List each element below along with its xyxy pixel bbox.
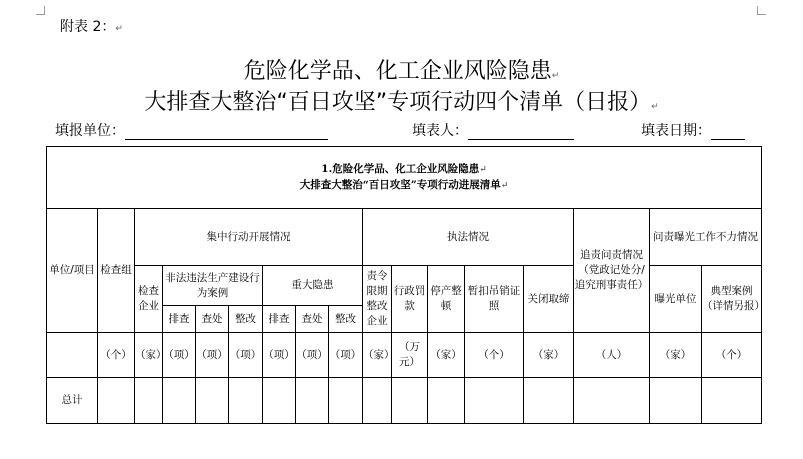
unit-blank[interactable]	[125, 124, 328, 140]
header-illegal-construction: 非法违法生产建设行为案例	[163, 266, 263, 306]
total-cell[interactable]	[135, 378, 163, 424]
filler-label: 填表人：	[412, 123, 468, 139]
units-cell	[47, 333, 98, 378]
units-row	[47, 333, 762, 378]
page-corner-mark	[757, 6, 766, 15]
total-cell[interactable]	[524, 378, 574, 424]
total-cell[interactable]	[98, 378, 135, 424]
header-row-2	[47, 266, 762, 306]
header-major-hazards: 重大隐患	[263, 266, 363, 306]
header-inspected-enterprises: 检查企业	[135, 266, 163, 333]
header-exposure: 问责曝光工作不力情况	[650, 209, 762, 266]
unit-field	[55, 120, 328, 140]
document-title-line2: 大排查大整治“百日攻坚”专项行动四个清单（日报）↵	[144, 90, 659, 115]
total-cell[interactable]	[263, 378, 296, 424]
units-cell: （项）	[329, 333, 363, 378]
header-rectify: 整改	[329, 306, 363, 333]
units-cell: （万元）	[392, 333, 428, 378]
header-row-1	[47, 209, 762, 266]
document-title-line1: 危险化学品、化工企业风险隐患↵	[243, 59, 560, 84]
total-cell[interactable]	[296, 378, 329, 424]
filler-field	[412, 120, 574, 140]
header-enforcement: 执法情况	[363, 209, 574, 266]
header-exposed-units: 曝光单位	[650, 266, 702, 333]
header-typical-cases: 典型案例（详情另报）	[702, 266, 762, 333]
total-row	[47, 378, 762, 424]
date-label: 填表日期：	[641, 123, 711, 139]
annex-label: 附表 2：↵	[60, 19, 123, 35]
units-cell: （家）	[135, 333, 163, 378]
units-cell: （人）	[574, 333, 650, 378]
units-cell: （个）	[702, 333, 762, 378]
units-cell: （项）	[229, 333, 263, 378]
units-cell: （个）	[465, 333, 524, 378]
header-ordered-rectification: 责令限期整改企业	[363, 266, 392, 333]
total-cell[interactable]	[329, 378, 363, 424]
total-label: 总计	[47, 378, 98, 424]
total-cell[interactable]	[363, 378, 392, 424]
units-cell: （家）	[524, 333, 574, 378]
header-centralized-action: 集中行动开展情况	[135, 209, 363, 266]
header-license-suspension: 暂扣吊销证照	[465, 266, 524, 333]
units-cell: （项）	[263, 333, 296, 378]
total-cell[interactable]	[465, 378, 524, 424]
header-accountability: 追责问责情况（党政记处分/追究刑事责任）	[574, 209, 650, 333]
total-cell[interactable]	[163, 378, 196, 424]
total-cell[interactable]	[229, 378, 263, 424]
filler-blank[interactable]	[468, 124, 574, 140]
unit-label: 填报单位：	[55, 123, 125, 139]
page-corner-mark	[36, 6, 45, 15]
units-cell: （项）	[163, 333, 196, 378]
units-cell: （家）	[650, 333, 702, 378]
progress-table	[46, 146, 765, 424]
table-banner-row	[47, 147, 762, 209]
header-closure: 关闭取缔	[524, 266, 574, 333]
header-unit: 单位/项目	[47, 209, 98, 333]
units-cell: （项）	[296, 333, 329, 378]
units-cell: （家）	[428, 333, 465, 378]
header-investigate: 排查	[163, 306, 196, 333]
total-cell[interactable]	[574, 378, 650, 424]
date-blank[interactable]	[711, 124, 745, 140]
total-cell[interactable]	[196, 378, 229, 424]
header-investigate: 排查	[263, 306, 296, 333]
units-cell: （家）	[363, 333, 392, 378]
units-cell: （项）	[196, 333, 229, 378]
table-banner: 1.危险化学品、化工企业风险隐患↵ 大排查大整治“百日攻坚”专项行动进展清单↵	[47, 147, 762, 209]
total-cell[interactable]	[428, 378, 465, 424]
header-punish: 查处	[196, 306, 229, 333]
total-cell[interactable]	[392, 378, 428, 424]
header-punish: 查处	[296, 306, 329, 333]
header-admin-fine: 行政罚款	[392, 266, 428, 333]
total-cell[interactable]	[702, 378, 762, 424]
total-cell[interactable]	[650, 378, 702, 424]
header-rectify: 整改	[229, 306, 263, 333]
header-suspension: 停产整顿	[428, 266, 465, 333]
date-field	[641, 120, 745, 140]
units-cell: （个）	[98, 333, 135, 378]
header-inspection-group: 检查组	[98, 209, 135, 333]
